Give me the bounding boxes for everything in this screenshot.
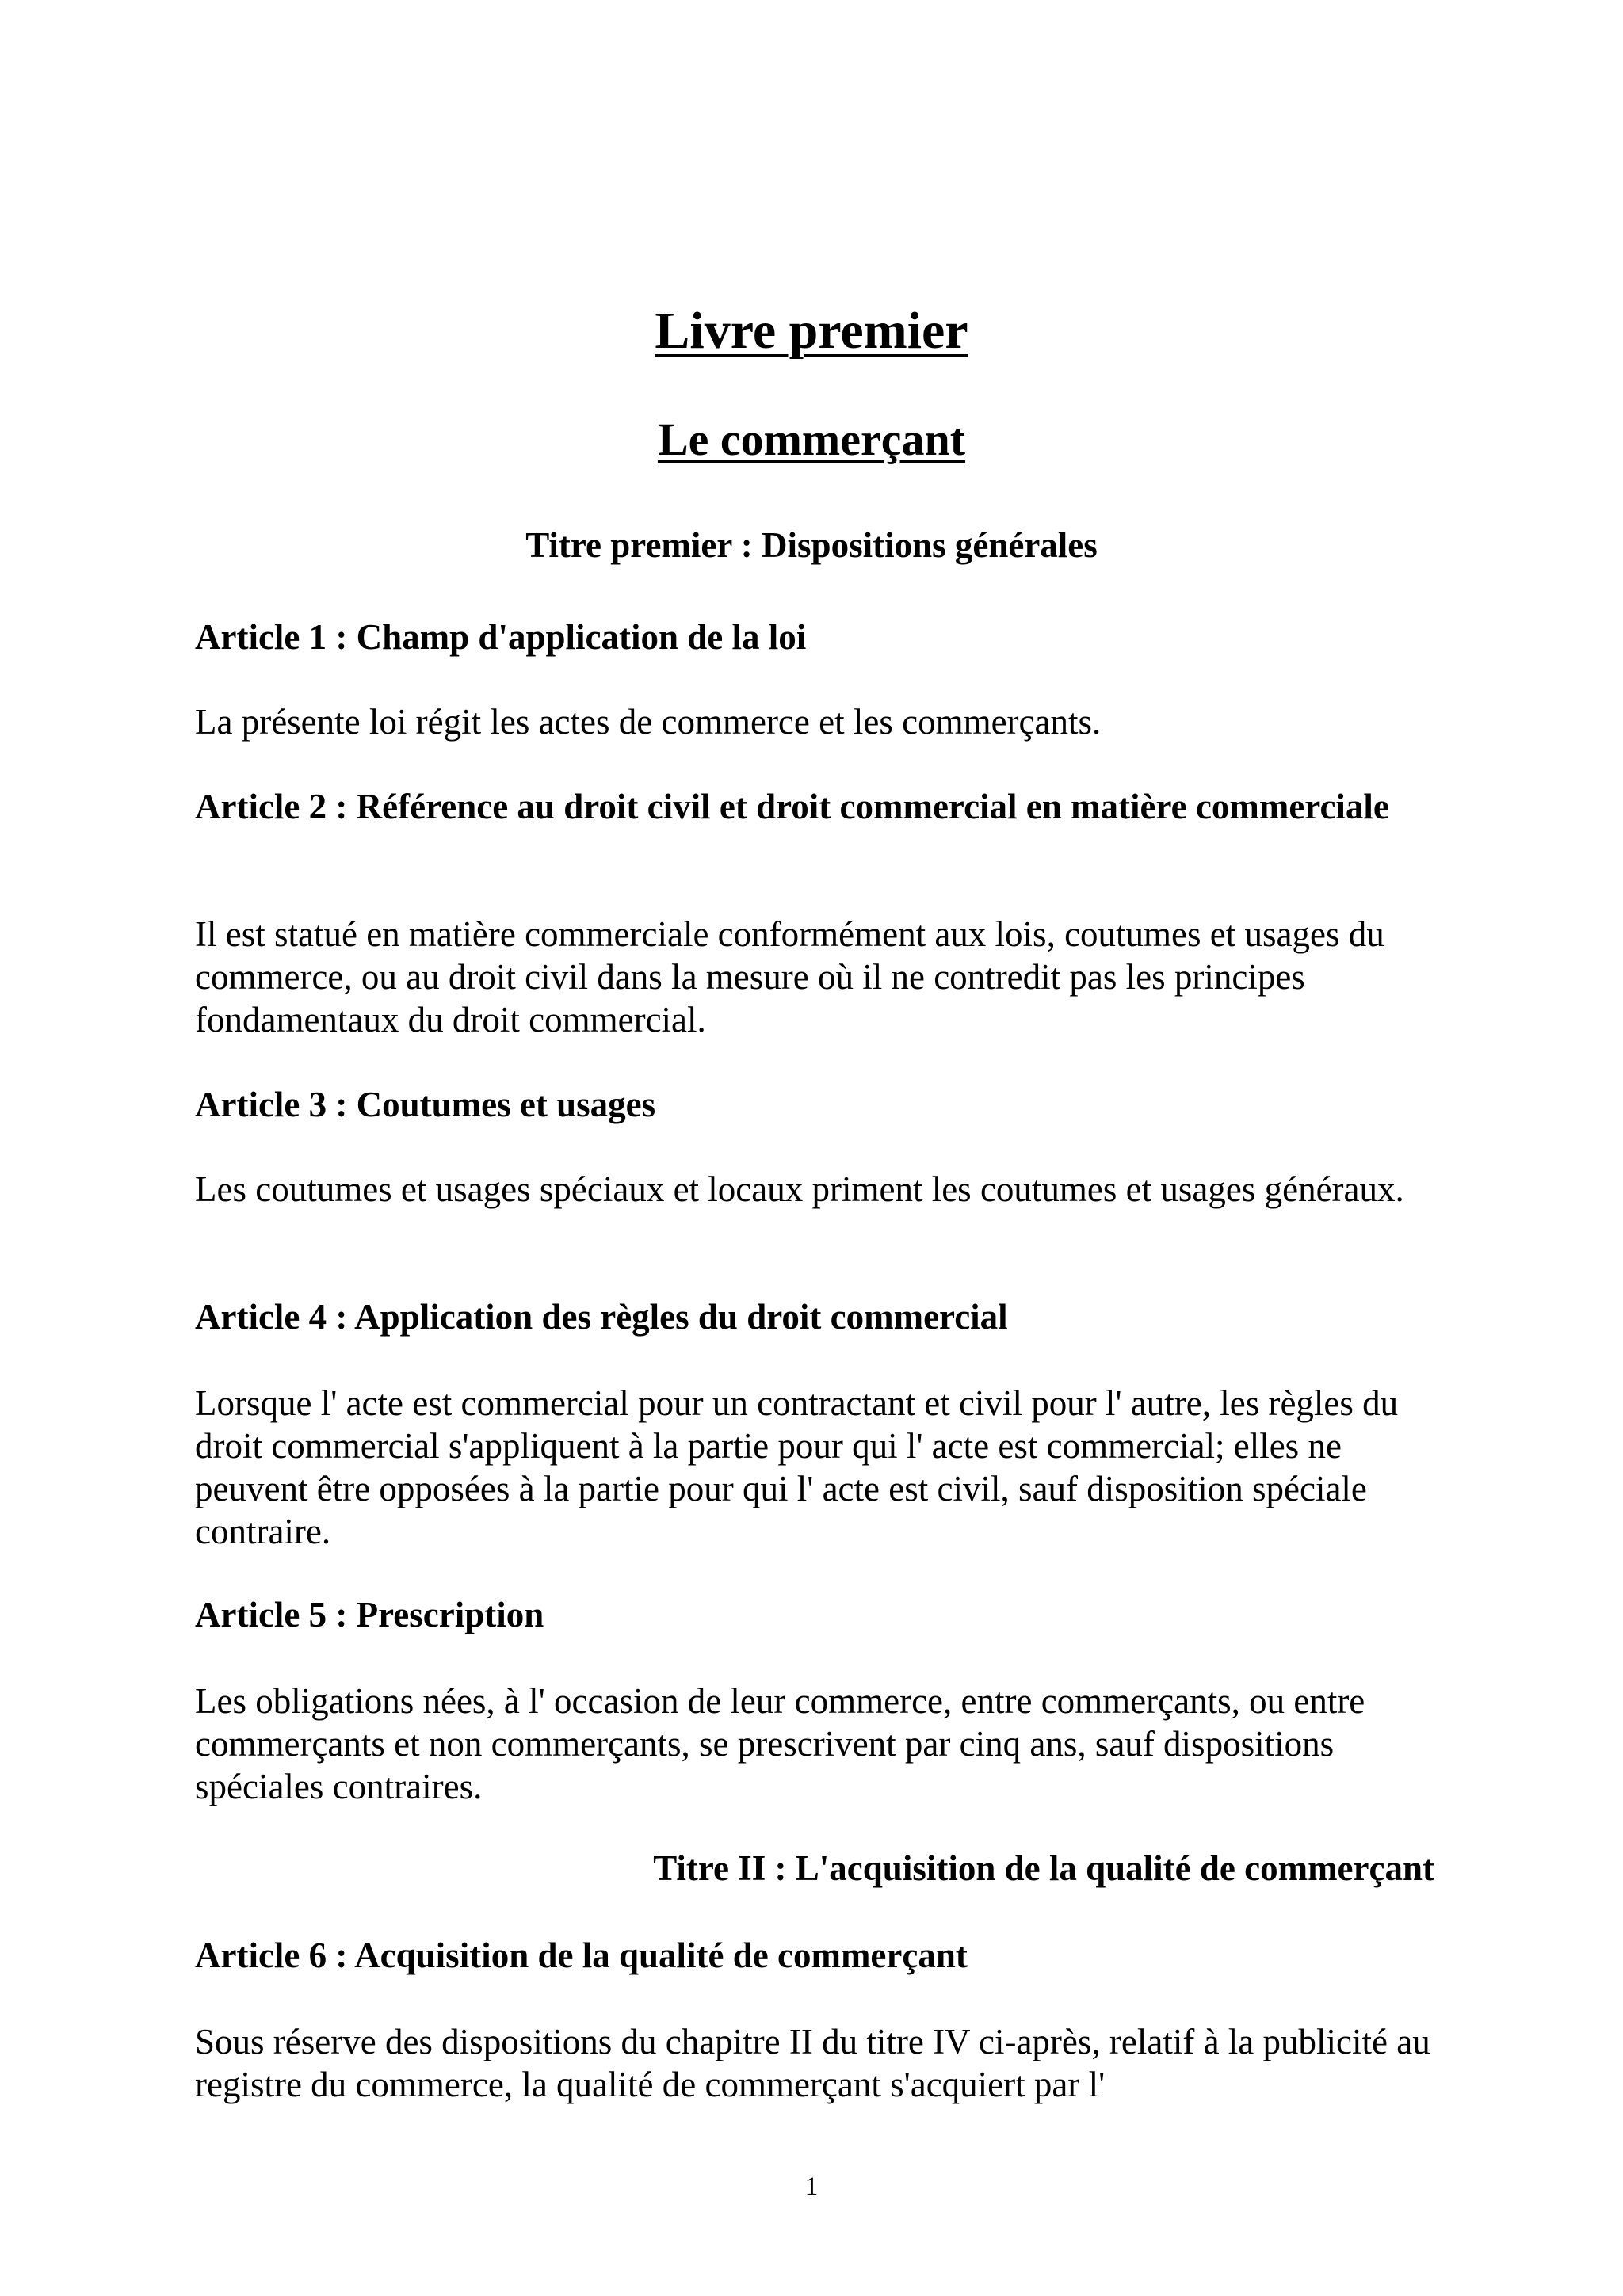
page-number: 1 xyxy=(804,2172,819,2201)
article-3-body: Les coutumes et usages spéciaux et locaux priment les coutumes et usages généraux. xyxy=(195,1169,1404,1209)
article-4-body: Lorsque l' acte est commercial pour un contractant et civil pour l' autre, les règles du droit commercial s'appliquent à la partie pour qui l' acte est commercial; elles ne peuvent être opposées à la partie pour qui l' acte est civil, sauf disposition spéciale contraire. xyxy=(195,1383,1399,1551)
titre-ii-heading: Titre II : L'acquisition de la qualité de commerçant xyxy=(653,1848,1434,1888)
article-1-body: La présente loi régit les actes de commerce et les commerçants. xyxy=(195,702,1102,742)
book-title: Livre premier xyxy=(655,302,968,360)
article-6-body: Sous réserve des dispositions du chapitre II du titre IV ci-après, relatif à la publicité au registre du commerce, la qualité de commerçant s'acquiert par l' xyxy=(195,2022,1430,2104)
article-2-body: Il est statué en matière commerciale conformément aux lois, coutumes et usages du commerce, ou au droit civil dans la mesure où il ne contredit pas les principes fondamentaux du droit commercial. xyxy=(195,914,1384,1039)
article-4-heading: Article 4 : Application des règles du droit commercial xyxy=(195,1297,1008,1337)
article-1-heading: Article 1 : Champ d'application de la loi xyxy=(195,617,807,657)
article-5-heading: Article 5 : Prescription xyxy=(195,1595,544,1634)
titre-premier-heading: Titre premier : Dispositions générales xyxy=(525,525,1098,565)
article-5-body: Les obligations nées, à l' occasion de leur commerce, entre commerçants, ou entre commerçants et non commerçants, se prescrivent par cinq ans, sauf dispositions spéciales contraires. xyxy=(195,1681,1365,1806)
article-6-heading: Article 6 : Acquisition de la qualité de commerçant xyxy=(195,1936,968,1975)
article-2-heading: Article 2 : Référence au droit civil et droit commercial en matière commerciale xyxy=(195,787,1389,826)
book-subtitle: Le commerçant xyxy=(657,414,966,465)
article-3-heading: Article 3 : Coutumes et usages xyxy=(195,1085,656,1124)
